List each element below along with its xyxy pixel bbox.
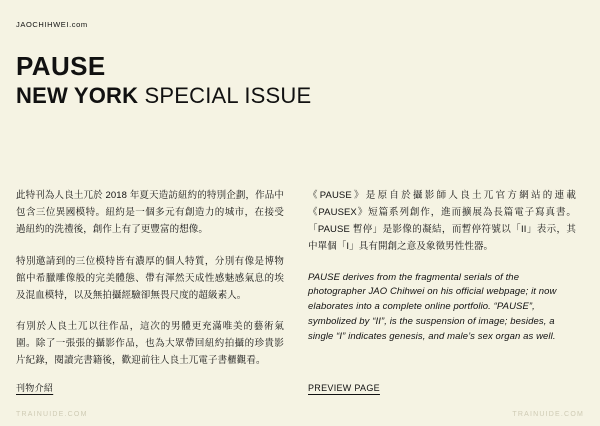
- page-title-secondary: [16, 83, 576, 108]
- title-secondary-bold: NEW YORK: [16, 83, 139, 109]
- site-mark: JAOCHIHWEI.com: [16, 20, 88, 29]
- watermark-right: TRAINUIDE.COM: [512, 411, 584, 418]
- publication-intro-link[interactable]: 刊物介紹: [16, 383, 54, 393]
- right-column: [308, 188, 576, 385]
- left-paragraph-2: 特別邀請到的三位模特皆有濃厚的個人特質，分別有像是博物館中希臘雕像般的完美體態、帶有渾然天成性感魅感氣息的埃及混血模特，以及無拍攝經驗卻無畏尺度的超級素人。: [16, 255, 284, 301]
- left-paragraph-1: 此特刊為人良土兀於 2018 年夏天造訪紐約的特別企劃，作品中包含三位異國模特。紐約是一個多元有創造力的城市，在接受過紐約的洗禮後，創作上有了更豐富的想像。: [16, 190, 284, 235]
- left-paragraph-3: 有別於人良土兀以往作品，這次的男體更充滿唯美的藝術氣圍。除了一張張的攝影作品，也為大眾帶回紐約拍攝的珍貴影片紀錄，閱讀完書籍後，歡迎前往人良土兀電子書櫃觀看。: [16, 321, 284, 367]
- footer-left: [16, 378, 284, 396]
- body-columns: [16, 188, 584, 385]
- left-column: [16, 188, 284, 385]
- footer-right: [308, 378, 576, 396]
- right-paragraph-latin: PAUSE derives from the fragmental serials of the photographer JAO Chihwei on his official webpage; it now elaborates into a complete online portfolio. “PAUSE”, symbolized by “II”, is the suspension of image; besides, a single “I” indicates genesis, and male’s sex organ as well.: [308, 271, 557, 342]
- title-secondary-light: SPECIAL ISSUE: [138, 83, 312, 109]
- title-block: [16, 52, 576, 108]
- right-paragraph-cjk: 《PAUSE》是原自於攝影師人良土兀官方網站的連載《PAUSEX》短篇系列創作，進而擴展為長篇電子寫真書。「PAUSE 暫停」是影像的凝結，而暫停符號以「II」表示，其中單個「I」具有開創之意及象徵男性性器。: [308, 190, 576, 252]
- preview-page-link[interactable]: PREVIEW PAGE: [308, 383, 380, 393]
- footer-links: [16, 378, 584, 396]
- watermark-left: TRAINUIDE.COM: [16, 411, 88, 418]
- page-title-primary: PAUSE: [16, 51, 106, 81]
